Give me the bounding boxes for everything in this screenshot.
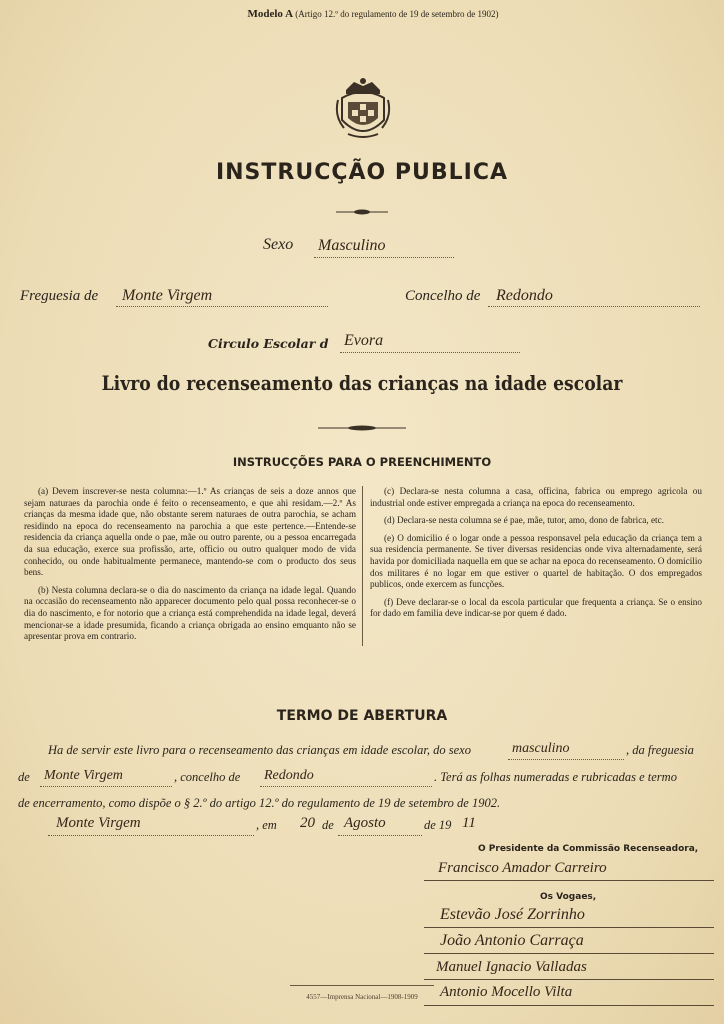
termo-place-value: Monte Virgem (56, 815, 141, 831)
concelho-line (488, 306, 700, 307)
main-title: INSTRUCÇÃO PUBLICA (215, 160, 509, 185)
termo-line2-de: de (18, 770, 30, 784)
termo-line1-end: , da freguesia (626, 743, 694, 757)
instruction-c: (c) Declara-se nesta columna a casa, officina, fabrica ou emprego agricola ou industrial onde estiver empregada a criança na epoca do recenseamento. (370, 486, 702, 508)
vogal-signature-1: Estevão José Zorrinho (440, 906, 585, 923)
termo-de2: de 19 (424, 818, 452, 832)
termo-line2-end: . Terá as folhas numeradas e rubricadas e termo (434, 770, 677, 784)
circulo-value: Evora (344, 332, 384, 349)
freguesia-line (116, 306, 328, 307)
coat-of-arms-icon (334, 76, 392, 142)
instructions-title: INSTRUCÇÕES PARA O PREENCHIMENTO (232, 455, 492, 469)
termo-sexo-line (508, 759, 624, 760)
termo-title: TERMO DE ABERTURA (276, 708, 448, 724)
vogal-signature-line-1 (424, 927, 714, 928)
termo-concelho-line (260, 786, 432, 787)
instructions-right-column (370, 486, 702, 626)
ornament-divider-icon (336, 208, 388, 216)
termo-de1: de (322, 818, 334, 832)
model-reference: (Artigo 12.º do regulamento de 19 de setembro de 1902) (295, 9, 499, 19)
termo-year-value: 11 (462, 815, 476, 831)
vogal-signature-3: Manuel Ignacio Valladas (436, 959, 587, 975)
imprint-separator (290, 985, 434, 986)
vogal-signature-2: João Antonio Carraça (440, 932, 584, 949)
termo-freguesia-value: Monte Virgem (44, 768, 123, 783)
termo-month-value: Agosto (344, 815, 386, 831)
instruction-f: (f) Deve declarar-se o local da escola particular que frequenta a criança. Se o ensino for dado em familia deve indicar-se por quem é dado. (370, 596, 702, 619)
termo-em: , em (256, 818, 277, 832)
book-title: Livro do recenseamento das crianças na idade escolar (101, 371, 623, 395)
ornament-divider-icon (318, 424, 406, 432)
freguesia-label: Freguesia de (20, 288, 99, 304)
model-header (228, 8, 518, 20)
instruction-b: (b) Nesta columna declara-se o dia do nascimento da criança na idade legal. Quando na occasião do recenseamento não apparecer documento pelo qual possa reconhecer-se o dia do nascimento, e for notorio que a criança está comprehendida na idade legal, deverá mencionar-se a idade presumida, ficando a criança obrigada ao ensino emquanto não se apresentar prova em contrario. (24, 584, 356, 642)
imprint: 4557—Imprensa Nacional—1908-1909 (306, 993, 418, 1001)
instructions-left-column (24, 486, 356, 649)
instruction-d: (d) Declara-se nesta columna se é pae, mãe, tutor, amo, dono de fabrica, etc. (384, 515, 664, 526)
termo-line3: de encerramento, como dispõe o § 2.º do artigo 12.º do regulamento de 19 de setembro de 1902. (18, 796, 501, 810)
concelho-value: Redondo (496, 287, 553, 304)
termo-day-value: 20 (300, 815, 315, 831)
termo-line1-text: Ha de servir este livro para o recenseamento das crianças em idade escolar, do sexo (48, 743, 471, 757)
termo-freguesia-line (40, 786, 172, 787)
vogaes-label: Os Vogaes, (540, 892, 597, 902)
termo-concelho-value: Redondo (264, 768, 314, 783)
sexo-label: Sexo (263, 236, 294, 253)
vogal-signature-line-4 (424, 1005, 714, 1006)
sexo-value: Masculino (318, 237, 386, 254)
termo-line2-concelho: , concelho de (174, 770, 241, 784)
instruction-e: (e) O domicilio é o logar onde a pessoa responsavel pela educação da criança tem a sua residencia permanente. Se tiver diversas residencias onde viva alternadamente, será havida por domiciliada naquella em que se achar na epoca do recenseamento. O domicilio dos militares é no logar em que estiver o quartel de habitação. O dos empregados publicos, onde exercem as funcções. (370, 532, 702, 590)
vogal-signature-line-2 (424, 953, 714, 954)
circulo-line (340, 352, 520, 353)
circulo-label: Circulo Escolar d (208, 336, 329, 351)
president-signature-line (424, 880, 714, 881)
column-divider (362, 486, 363, 646)
vogal-signature-line-3 (424, 979, 714, 980)
vogal-signature-4: Antonio Mocello Vilta (440, 984, 573, 1000)
termo-month-line (338, 835, 422, 836)
termo-place-line (48, 835, 254, 836)
president-label: O Presidente da Commissão Recenseadora, (478, 844, 699, 854)
sexo-line (314, 257, 454, 258)
model-label: Modelo A (247, 8, 294, 20)
termo-sexo-value: masculino (512, 741, 570, 756)
instruction-a: (a) Devem inscrever-se nesta columna:—1.º As crianças de seis a doze annos que sejam naturaes da parochia onde é feito o recenseamento, e que ahi residam.—2.º As crianças da mesma idade que, não obstante serem naturaes de outra parochia, se acham residindo na epoca do recenseamento na parochia a que este pertence.—Entende-se residencia da criança aquella onde o pae, mãe ou outro parente, ou a pessoa encarregada da sua educação, exerce sua profissão, arte, officio ou outro qualquer modo de vida conhecido, ou onde habitualmente permanece, mantendo-se com o producto dos seus bens. (24, 486, 356, 578)
freguesia-value: Monte Virgem (122, 287, 213, 304)
president-signature: Francisco Amador Carreiro (438, 860, 607, 876)
concelho-label: Concelho de (405, 288, 481, 304)
